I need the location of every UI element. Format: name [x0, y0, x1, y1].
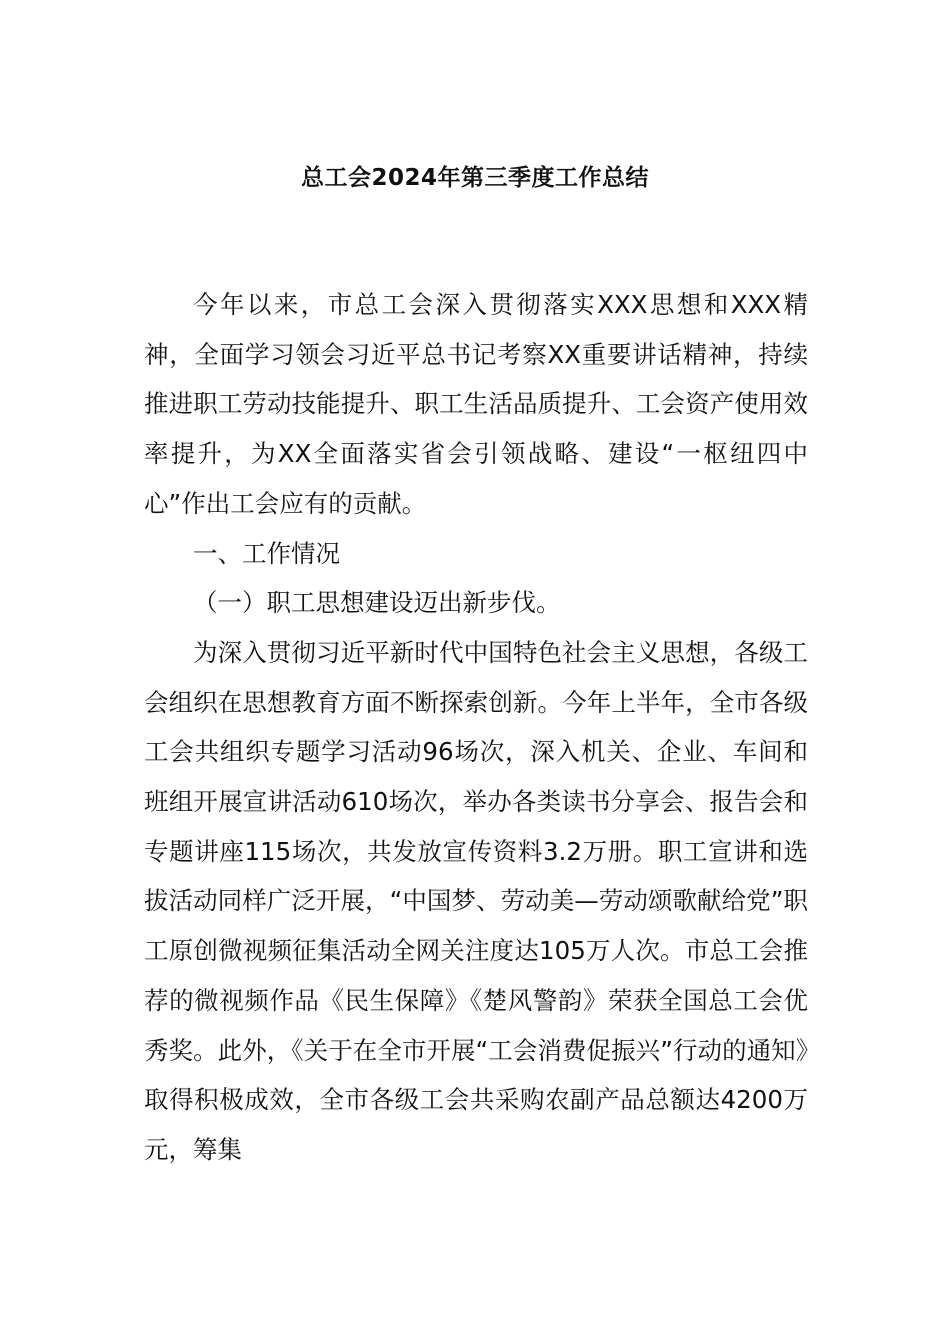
- document-body: [144, 280, 808, 1175]
- subsection-heading-ideology: （一）职工思想建设迈出新步伐。: [193, 588, 561, 618]
- section-heading-work-status: 一、工作情况: [193, 538, 340, 568]
- document-title: 总工会2024年第三季度工作总结: [300, 165, 649, 191]
- ideology-paragraph: 为深入贯彻习近平新时代中国特色社会主义思想，各级工会组织在思想教育方面不断探索创新。今年上半年，全市各级工会共组织专题学习活动96场次，深入机关、企业、车间和班组开展宣讲活动610场次，举办各类读书分享会、报告会和专题讲座115场次，共发放宣传资料3.2万册。职工宣讲和选拔活动同样广泛开展，“中国梦、劳动美—劳动颂歌献给党”职工原创微视频征集活动全网关注度达105万人次。市总工会推荐的微视频作品《民生保障》《楚风警韵》荣获全国总工会优秀奖。此外，《关于在全市开展“工会消费促振兴”行动的通知》取得积极成效，全市各级工会共采购农副产品总额达4200万元，筹集: [144, 637, 808, 1164]
- intro-paragraph: 今年以来，市总工会深入贯彻落实XXX思想和XXX精神，全面学习领会习近平总书记考察XX重要讲话精神，持续推进职工劳动技能提升、职工生活品质提升、工会资产使用效率提升，为XX全面落实省会引领战略、建设“一枢纽四中心”作出工会应有的贡献。: [144, 290, 808, 518]
